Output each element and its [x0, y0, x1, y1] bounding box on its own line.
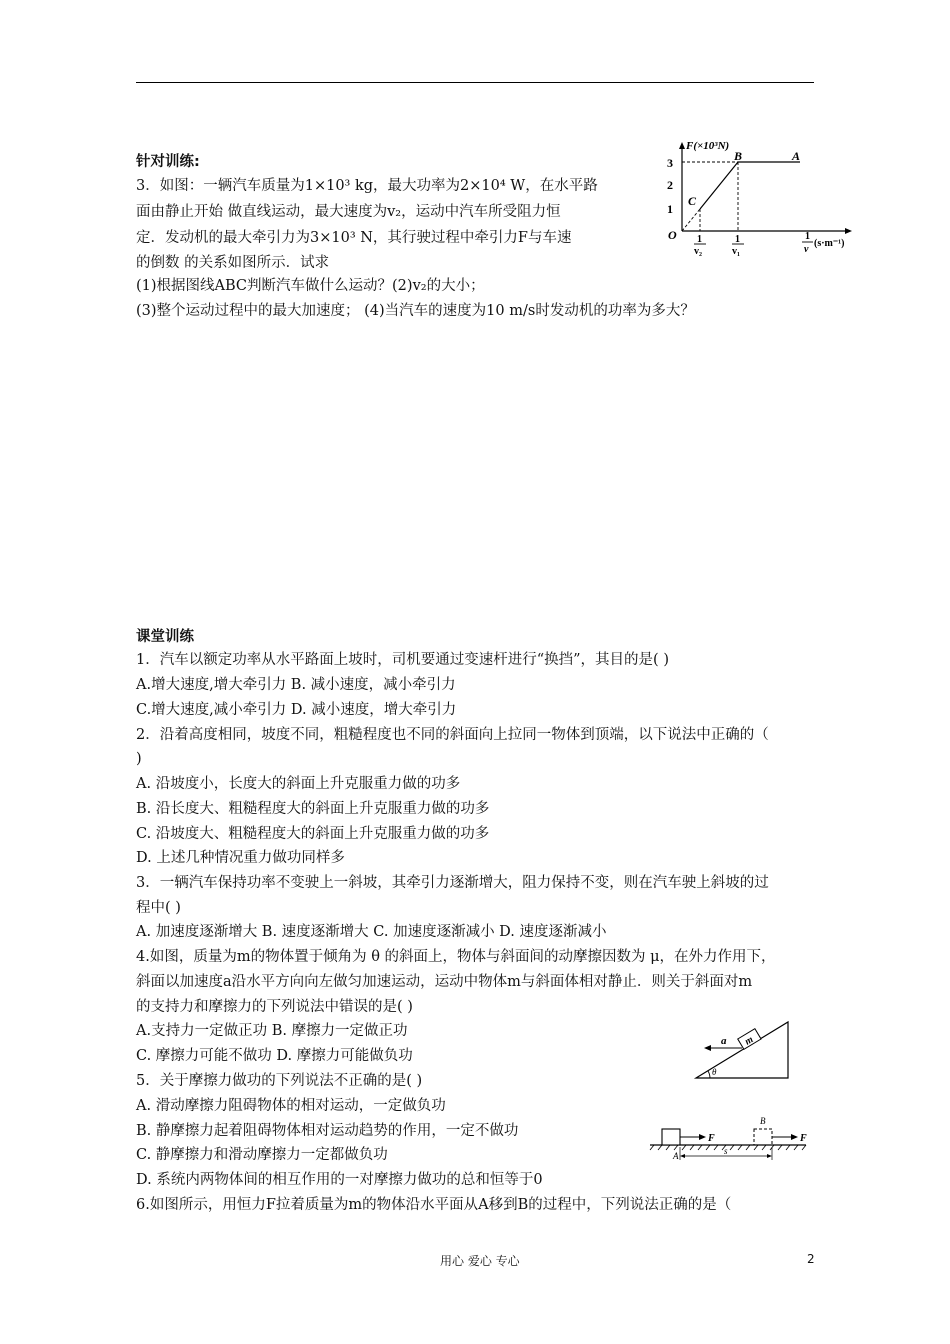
y-tick-1: 1: [667, 202, 673, 216]
option-line: D. 上述几种情况重力做功同样多: [136, 850, 345, 866]
question-line: 6.如图所示，用恒力F拉着质量为m的物体沿水平面从A移到B的过程中，下列说法正确的是（: [136, 1197, 732, 1213]
option-line: C. 静摩擦力和滑动摩擦力一定都做负功: [136, 1147, 388, 1163]
question-line: 斜面以加速度a沿水平方向向左做匀加速运动，运动中物体m与斜面体相对静止．则关于斜面对m: [136, 974, 753, 990]
option-line: A. 沿坡度小，长度大的斜面上升克服重力做的功多: [136, 776, 461, 792]
option-line: C.增大速度,减小牵引力 D. 减小速度，增大牵引力: [136, 702, 457, 718]
origin-label: O: [668, 228, 677, 242]
accel-label: a: [721, 1035, 727, 1047]
option-line: D. 系统内两物体间的相互作用的一对摩擦力做功的总和恒等于0: [136, 1172, 543, 1188]
problem-line: 3．如图：一辆汽车质量为1×10³ kg，最大功率为2×10⁴ W，在水平路: [136, 178, 598, 194]
section-heading-class: 课堂训练: [136, 629, 194, 645]
force-f-label-a: F: [708, 1133, 715, 1144]
option-line: C. 摩擦力可能不做功 D. 摩擦力可能做负功: [136, 1048, 413, 1064]
x-tick-2-den: v₁: [732, 246, 740, 256]
x-tick-1-num: 1: [697, 234, 702, 245]
question-line: 程中( ): [136, 900, 181, 916]
option-line: B. 静摩擦力起着阻碍物体相对运动趋势的作用，一定不做功: [136, 1123, 519, 1139]
question-line: ): [136, 751, 142, 767]
x-tick-2-num: 1: [735, 234, 740, 245]
y-tick-3: 3: [667, 156, 673, 170]
angle-label: θ: [712, 1067, 717, 1077]
question-line: 5．关于摩擦力做功的下列说法不正确的是( ): [136, 1073, 423, 1089]
y-axis-label: F(×10³N): [686, 140, 730, 152]
block-mass-label: m: [743, 1034, 756, 1048]
footer-slogan: 用心 爱心 专心: [440, 1254, 520, 1268]
problem-line: (3)整个运动过程中的最大加速度； (4)当汽车的速度为10 m/s时发动机的功率为多大？: [136, 303, 695, 319]
force-f-label-b: F: [800, 1133, 807, 1144]
distance-label: s: [724, 1146, 728, 1156]
x-axis-unit: (s·m⁻¹): [814, 238, 845, 249]
label-b: B: [760, 1116, 766, 1126]
option-line: A.增大速度,增大牵引力 B. 减小速度，减小牵引力: [136, 677, 456, 693]
question-line: 1．汽车以额定功率从水平路面上坡时，司机要通过变速杆进行“换挡”，其目的是( ): [136, 652, 669, 668]
question-line: 2．沿着高度相同，坡度不同，粗糙程度也不同的斜面向上拉同一物体到顶端，以下说法中正确的（: [136, 727, 769, 743]
question-line: 3．一辆汽车保持功率不变驶上一斜坡，其牵引力逐渐增大，阻力保持不变，则在汽车驶上斜坡的过: [136, 875, 769, 891]
point-a: A: [792, 149, 801, 163]
x-axis-num: 1: [805, 231, 810, 242]
question-line: 的支持力和摩擦力的下列说法中错误的是( ): [136, 999, 413, 1015]
option-line: B. 沿长度大、粗糙程度大的斜面上升克服重力做的功多: [136, 801, 490, 817]
floor-diagram: [646, 1112, 816, 1162]
header-rule: [136, 82, 814, 83]
option-line: A. 加速度逐渐增大 B. 速度逐渐增大 C. 加速度逐渐减小 D. 速度逐渐减小: [136, 924, 607, 940]
force-velocity-graph: [660, 136, 865, 256]
point-b: B: [734, 149, 743, 163]
label-a: A: [673, 1151, 679, 1161]
problem-line: 的倒数 的关系如图所示．试求: [136, 255, 330, 271]
problem-line: 定．发动机的最大牵引力为3×10³ N，其行驶过程中牵引力F与车速: [136, 230, 572, 246]
page-number: 2: [807, 1252, 815, 1266]
option-line: C. 沿坡度大、粗糙程度大的斜面上升克服重力做的功多: [136, 826, 490, 842]
x-axis-den: v: [804, 244, 809, 255]
option-line: A.支持力一定做正功 B. 摩擦力一定做正功: [136, 1023, 408, 1039]
incline-diagram: [690, 1018, 802, 1084]
question-line: 4.如图，质量为m的物体置于倾角为 θ 的斜面上，物体与斜面间的动摩擦因数为 μ，在外力作用下，: [136, 949, 776, 965]
point-c: C: [688, 194, 697, 208]
section-heading-practice: 针对训练:: [136, 154, 200, 170]
x-tick-1-den: v₂: [694, 246, 702, 256]
y-tick-2: 2: [667, 178, 673, 192]
problem-line: (1)根据图线ABC判断汽车做什么运动？(2)v₂的大小；: [136, 278, 485, 294]
problem-line: 面由静止开始 做直线运动，最大速度为v₂，运动中汽车所受阻力恒: [136, 204, 561, 220]
option-line: A. 滑动摩擦力阻碍物体的相对运动，一定做负功: [136, 1098, 446, 1114]
